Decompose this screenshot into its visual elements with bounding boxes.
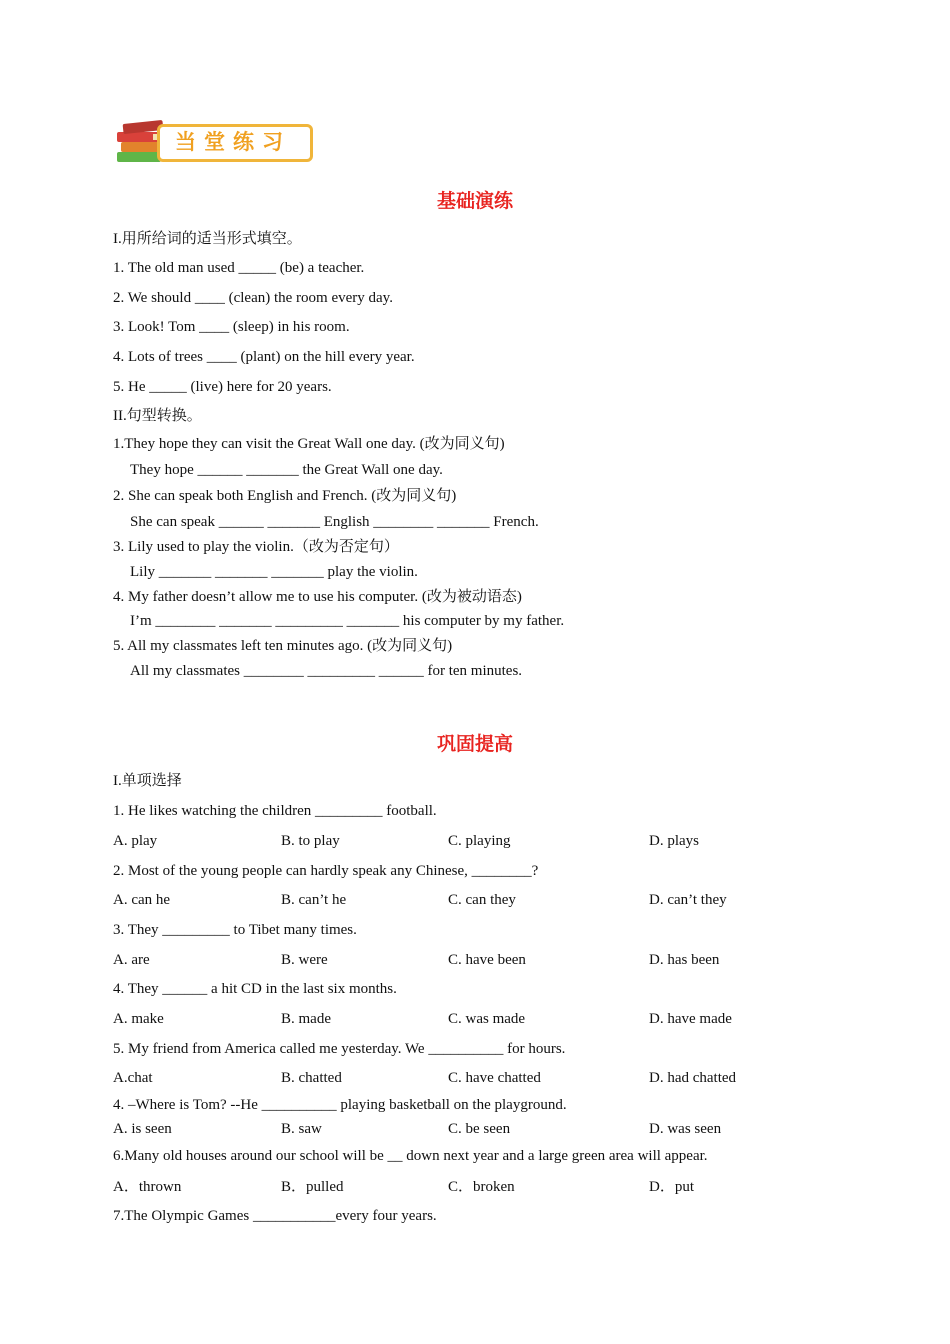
transform-answer-1: They hope ______ _______ the Great Wall one day. bbox=[130, 462, 443, 478]
fill-item-3: 3. Look! Tom ____ (sleep) in his room. bbox=[113, 319, 350, 335]
option-a: A．thrown bbox=[113, 1179, 182, 1195]
transform-question-3: 3. Lily used to play the violin.（改为否定句） bbox=[113, 539, 399, 555]
option-b: B. chatted bbox=[281, 1070, 342, 1086]
transform-answer-3: Lily _______ _______ _______ play the violin. bbox=[130, 564, 418, 580]
option-d: D. can’t they bbox=[649, 892, 727, 908]
option-b: B. to play bbox=[281, 833, 340, 849]
fill-item-2: 2. We should ____ (clean) the room every day. bbox=[113, 290, 393, 306]
choice-question-2: 2. Most of the young people can hardly speak any Chinese, ________? bbox=[113, 863, 539, 879]
option-d: D. had chatted bbox=[649, 1070, 737, 1086]
choice-heading: I.单项选择 bbox=[113, 773, 182, 789]
transform-answer-2: She can speak ______ _______ English ________ _______ French. bbox=[130, 514, 539, 530]
transform-answer-4: I’m ________ _______ _________ _______ his computer by my father. bbox=[130, 613, 565, 629]
option-c: C. playing bbox=[448, 833, 511, 849]
transform-question-5: 5. All my classmates left ten minutes ago. (改为同义句) bbox=[113, 638, 453, 654]
option-a: A. play bbox=[113, 833, 158, 849]
option-d: D．put bbox=[649, 1179, 695, 1195]
option-c: C．broken bbox=[448, 1179, 515, 1195]
option-a: A. is seen bbox=[113, 1121, 172, 1137]
choice-question-1: 1. He likes watching the children _________ football. bbox=[113, 803, 437, 819]
fill-item-1: 1. The old man used _____ (be) a teacher. bbox=[113, 260, 365, 276]
option-a: A. can he bbox=[113, 892, 171, 908]
transform-question-4: 4. My father doesn’t allow me to use his computer. (改为被动语态) bbox=[113, 589, 522, 605]
option-d: D. plays bbox=[649, 833, 699, 849]
option-d: D. was seen bbox=[649, 1121, 722, 1137]
option-d: D. have made bbox=[649, 1011, 732, 1027]
part1-heading: I.用所给词的适当形式填空。 bbox=[113, 231, 302, 247]
option-b: B. saw bbox=[281, 1121, 322, 1137]
option-a: A.chat bbox=[113, 1070, 153, 1086]
choice-question-8: 7.The Olympic Games ___________every four years. bbox=[113, 1208, 437, 1224]
option-b: B. made bbox=[281, 1011, 331, 1027]
option-b: B．pulled bbox=[281, 1179, 344, 1195]
option-c: C. have been bbox=[448, 952, 526, 968]
part2-heading: II.句型转换。 bbox=[113, 408, 202, 424]
fill-item-4: 4. Lots of trees ____ (plant) on the hill every year. bbox=[113, 349, 415, 365]
option-a: A. make bbox=[113, 1011, 164, 1027]
option-d: D. has been bbox=[649, 952, 720, 968]
option-c: C. have chatted bbox=[448, 1070, 541, 1086]
choice-question-7: 6.Many old houses around our school will be __ down next year and a large green area will appear. bbox=[113, 1148, 708, 1164]
choice-question-3: 3. They _________ to Tibet many times. bbox=[113, 922, 357, 938]
choice-question-5: 5. My friend from America called me yesterday. We __________ for hours. bbox=[113, 1041, 566, 1057]
choice-question-6: 4. –Where is Tom? --He __________ playing basketball on the playground. bbox=[113, 1097, 567, 1113]
option-c: C. be seen bbox=[448, 1121, 511, 1137]
section-banner bbox=[113, 118, 313, 170]
fill-item-5: 5. He _____ (live) here for 20 years. bbox=[113, 379, 332, 395]
section-title-basic: 基础演练 bbox=[436, 190, 513, 212]
section-title-advanced: 巩固提高 bbox=[436, 733, 513, 755]
transform-question-1: 1.They hope they can visit the Great Wall one day. (改为同义句) bbox=[113, 436, 505, 452]
option-b: B. can’t he bbox=[281, 892, 347, 908]
option-a: A. are bbox=[113, 952, 150, 968]
banner-label: 当堂练习 bbox=[175, 130, 291, 154]
option-c: C. can they bbox=[448, 892, 516, 908]
option-b: B. were bbox=[281, 952, 328, 968]
transform-question-2: 2. She can speak both English and French. (改为同义句) bbox=[113, 488, 457, 504]
transform-answer-5: All my classmates ________ _________ ______ for ten minutes. bbox=[130, 663, 523, 679]
option-c: C. was made bbox=[448, 1011, 526, 1027]
choice-question-4: 4. They ______ a hit CD in the last six months. bbox=[113, 981, 397, 997]
